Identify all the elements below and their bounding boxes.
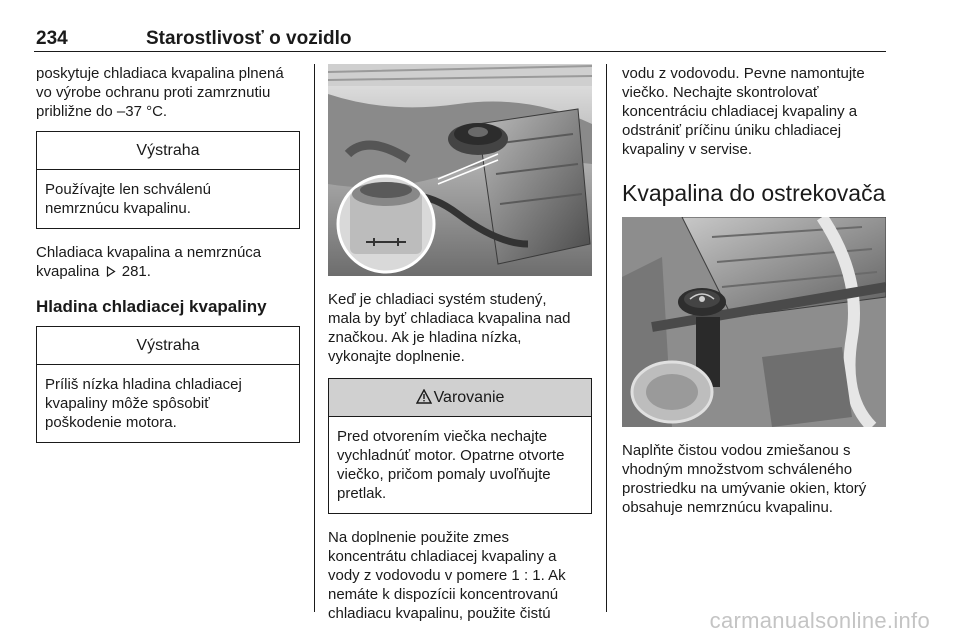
caution-heading xyxy=(329,379,591,417)
coolant-level-paragraph: Keď je chladiaci systém studený, mala by byť chladiaca kvapalina nad značkou. Ak je hladina nízka, vykonajte doplnenie. xyxy=(328,291,571,365)
section-heading-coolant-level: Hladina chladiacej kvapaliny xyxy=(36,297,267,316)
reference-paragraph xyxy=(36,243,300,281)
watermark: carmanualsonline.info xyxy=(709,608,930,633)
page-reference-arrow-icon xyxy=(106,266,116,277)
caution-box xyxy=(328,378,592,514)
page-header xyxy=(34,26,886,52)
coolant-reservoir-photo xyxy=(328,64,592,276)
washer-reservoir-photo xyxy=(622,217,886,427)
warning-triangle-icon xyxy=(416,389,432,404)
page-title: Starostlivosť o vozidlo xyxy=(146,28,352,49)
column-right xyxy=(622,64,886,517)
column-middle xyxy=(328,64,592,623)
column-divider xyxy=(314,64,315,612)
reference-page-link[interactable]: 281. xyxy=(121,263,151,280)
reference-text: Chladiaca kvapalina a nemrznúca kvapalina xyxy=(36,244,262,280)
warning-heading: Výstraha xyxy=(37,327,299,365)
page-number: 234 xyxy=(36,28,68,49)
section-heading-washer-fluid: Kvapalina do ostrekovača xyxy=(622,180,886,206)
warning-box xyxy=(36,131,300,229)
column-left xyxy=(36,64,300,443)
caution-body: Pred otvorením viečka nechajte vychladnúť motor. Opatrne otvorte viečko, pričom pomaly uvoľňujte pretlak. xyxy=(337,428,565,502)
warning-heading: Výstraha xyxy=(37,132,299,170)
intro-paragraph: poskytuje chladiaca kvapalina plnená vo výrobe ochranu proti zamrznutiu približne do –37 °C. xyxy=(36,65,284,120)
column-divider xyxy=(606,64,607,612)
warning-box xyxy=(36,326,300,443)
washer-fluid-paragraph: Naplňte čistou vodou zmiešanou s vhodným množstvom schváleného prostriedku na umývanie okien, ktorý obsahuje nemrznúcu kvapalinu. xyxy=(622,442,867,516)
warning-body: Používajte len schválenú nemrznúcu kvapalinu. xyxy=(45,181,211,217)
continuation-paragraph: vodu z vodovodu. Pevne namontujte viečko. Nechajte skontrolovať koncentráciu chladiacej kvapaliny a odstrániť príčinu úniku chladiacej kvapaliny v servise. xyxy=(622,65,865,158)
warning-body: Príliš nízka hladina chladiacej kvapaliny môže spôsobiť poškodenie motora. xyxy=(45,376,242,431)
refill-paragraph: Na doplnenie použite zmes koncentrátu chladiacej kvapaliny a vody z vodovodu v pomere 1 : 1. Ak nemáte k dispozícii koncentrovanú chladiacu kvapalinu, použite čistú xyxy=(328,529,566,622)
caution-heading-text: Varovanie xyxy=(433,389,505,406)
